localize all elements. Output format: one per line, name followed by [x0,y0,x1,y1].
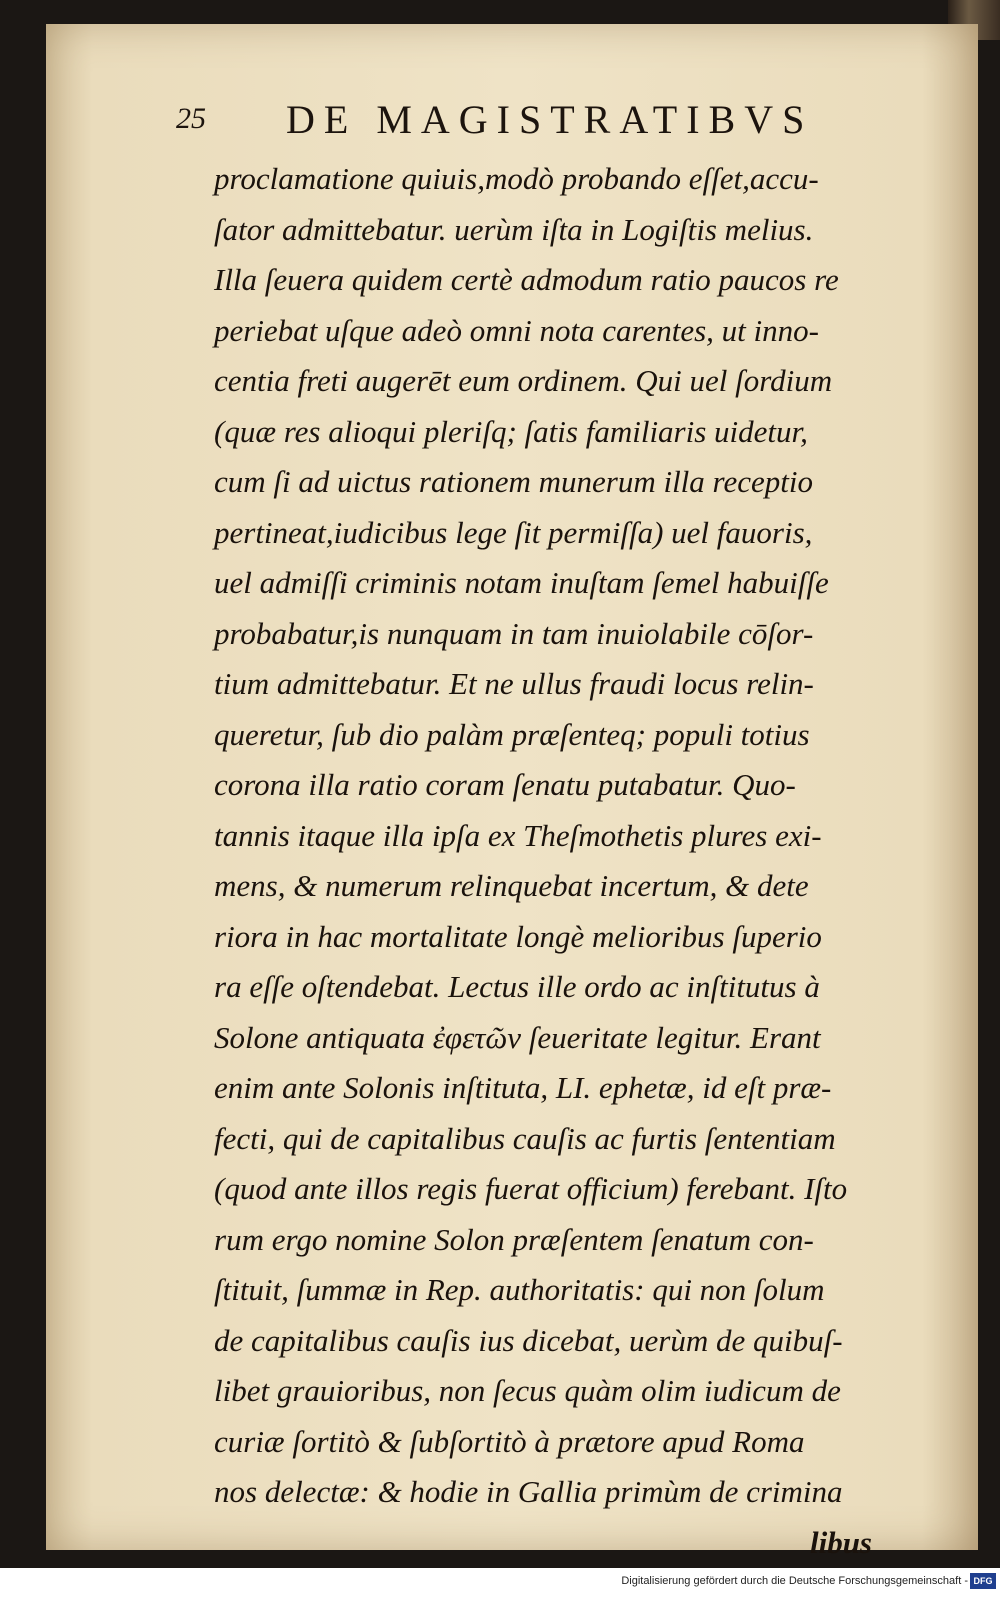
text-line: cum ſi ad uictus rationem munerum illa receptio [214,464,813,499]
text-line: curiæ ſortitò & ſubſortitò à prætore apud Roma [214,1423,805,1459]
footer-bar [0,1568,1000,1597]
running-title: DE MAGISTRATIBVS [286,97,814,142]
text-line: (quæ res alioqui pleriſq; ſatis familiaris uidetur, [214,413,808,449]
text-line: ra eſſe oſtendebat. Lectus ille ordo ac inſtitutus à [214,969,820,1004]
text-line: tium admittebatur. Et ne ullus fraudi locus relin- [214,666,814,701]
text-line: libet grauioribus, non ſecus quàm olim iudicum de [214,1373,841,1408]
text-line: nos delectæ: & hodie in Gallia primùm de crimina [214,1474,843,1509]
text-line: pertineat,iudicibus lege ſit permiſſa) uel fauoris, [214,514,813,550]
text-line: riora in hac mortalitate longè melioribus ſuperio [214,918,822,954]
text-line: de capitalibus cauſis ius dicebat, uerùm de quibuſ- [214,1322,843,1358]
funding-credit: Digitalisierung gefördert durch die Deutsche Forschungsgemeinschaft - [621,1575,968,1587]
text-line: corona illa ratio coram ſenatu putabatur. Quo- [214,767,796,802]
text-line: mens, & numerum relinquebat incertum, & dete [214,868,809,903]
text-line: (quod ante illos regis fuerat officium) ferebant. Iſto [214,1171,848,1206]
catchword: libus [809,1524,872,1560]
text-line: Solone antiquata ἐφετῶν ſeueritate legitur. Erant [214,1019,821,1055]
text-line: periebat uſque adeò omni nota carentes, ut inno- [214,312,819,348]
page-number: 25 [176,102,206,135]
text-line: uel admiſſi criminis notam inuſtam ſemel habuiſſe [214,565,829,600]
text-line: probabatur,is nunquam in tam inuiolabile cōſor- [214,615,814,651]
text-line: queretur, ſub dio palàm præſenteq; populi totius [214,716,810,752]
text-line: rum ergo nomine Solon præſentem ſenatum con- [214,1221,814,1257]
text-line: ſator admittebatur. uerùm iſta in Logiſtis melius. [214,211,814,247]
text-line: proclamatione quiuis,modò probando eſſet,accu- [214,161,819,196]
text-block [214,154,904,1568]
text-line: centia freti augerēt eum ordinem. Qui uel ſordium [214,363,833,398]
text-line: fecti, qui de capitalibus cauſis ac furtis ſententiam [214,1120,836,1156]
dfg-logo: DFG [970,1573,996,1589]
page-header [176,96,856,146]
text-line: enim ante Solonis inſtituta, LI. ephetæ, id eſt præ- [214,1070,832,1105]
text-line: Illa ſeuera quidem certè admodum ratio paucos re [214,262,839,297]
text-line: tannis itaque illa ipſa ex Theſmothetis plures exi- [214,817,822,853]
text-line: ſtituit, ſummæ in Rep. authoritatis: qui non ſolum [214,1272,825,1307]
